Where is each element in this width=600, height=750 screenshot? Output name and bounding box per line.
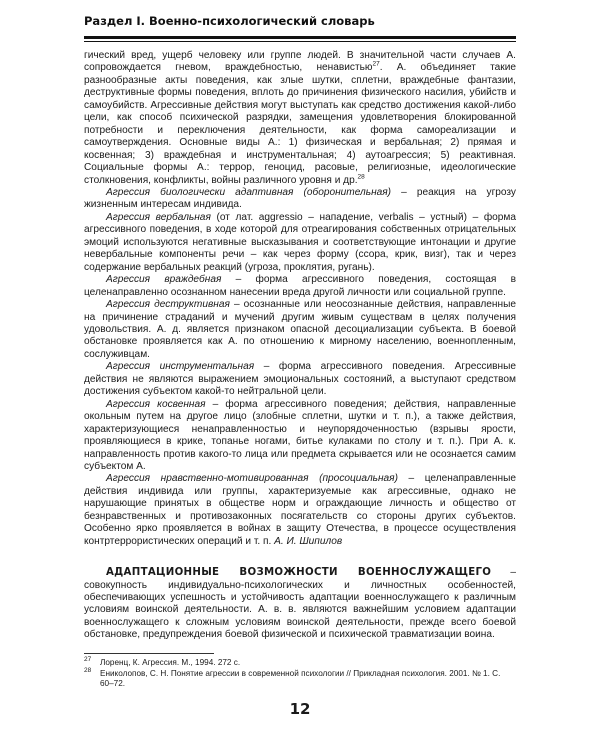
- footnote-ref[interactable]: 27: [372, 61, 380, 69]
- entry-indirect: Агрессия косвенная – форма агрессивного поведения; действия, направленные окольным путем на другое лицо (злобные сплетни, шутки и т. п.), а также действия, характеризующиеся ненаправленностью и неупорядоченностью (взрывы ярости, проявляющиеся в крике, топанье ногами, битье кулаками по столу и т. п.). При А. к. направленность против какого-то лица или предмета скрывается или не осознается самим субъектом А.: [84, 398, 516, 472]
- body-text: [84, 50, 516, 642]
- header-rule-thin: [84, 41, 516, 42]
- entry-term: Агрессия косвенная: [106, 398, 206, 410]
- entry-term: Агрессия вербальная: [106, 211, 211, 223]
- entry-term: Агрессия деструктивная: [106, 299, 230, 311]
- entry-term: Агрессия нравственно-мотивированная (просоциальная): [106, 473, 398, 485]
- entry-headword: АДАПТАЦИОННЫЕ ВОЗМОЖНОСТИ ВОЕННОСЛУЖАЩЕГО: [106, 567, 492, 579]
- entry-author: А. И. Шипилов: [274, 535, 343, 547]
- entry-verbal: Агрессия вербальная (от лат. aggressio – нападение, verbalis – устный) – форма агрессивного поведения, в ходе которой для отреагирования собственных отрицательных эмоций используются негативные высказывания и соответствующие интонации и другие невербальные компоненты речи – как через форму (ссора, крик, визг), так и через содержание вербальных реакций (угроза, проклятия, ругань).: [84, 211, 516, 273]
- entry-term: Агрессия биологически адаптивная (оборонительная): [106, 186, 392, 198]
- footnotes: [84, 658, 516, 690]
- running-header: Раздел I. Военно-психологический словарь: [84, 14, 375, 28]
- footnote-ref[interactable]: 28: [357, 173, 365, 181]
- entry-biological: Агрессия биологически адаптивная (оборонительная) – реакция на угрозу жизненным интересам индивида.: [84, 186, 516, 211]
- page-number: 12: [289, 700, 311, 718]
- entry-destructive: Агрессия деструктивная – осознанные или неосознанные действия, направленные на причинение страданий и мучений другим живым существам в целях получения удовольствия. А. д. является признаком опасной десоциализации субъекта. В боевой обстановке проявляется как А. по отношению к мирному населению, военнопленным, сослуживцам.: [84, 299, 516, 360]
- footnote-item: 28 Ениколопов, С. Н. Понятие агрессии в современной психологии // Прикладная психология. 2001. № 1. С. 60–72.: [84, 666, 501, 689]
- footnote-item: 27 Лоренц, К. Агрессия. М., 1994. 272 с.: [84, 656, 241, 667]
- entry-instrumental: Агрессия инструментальная – форма агрессивного поведения. Агрессивные действия не являются выражением эмоциональных состояний, а выступают средством достижения субъектом какой-то нейтральной цели.: [84, 361, 516, 398]
- footnote-rule: [84, 653, 214, 654]
- entry-term: Агрессия враждебная: [106, 274, 222, 286]
- entry-term: Агрессия инструментальная: [106, 361, 255, 373]
- entry-prosocial: Агрессия нравственно-мотивированная (просоциальная) – целенаправленные действия индивида или группы, характеризуемые как агрессивные, однако не нарушающие принятых в обществе норм и ограждающие личность и общество от безнравственных и противозаконных посягательств со стороны других субъектов. Особенно ярко проявляется в войнах в защиту Отечества, в процессе осуществления контртеррористических операций и т. п. А. И. Шипилов: [84, 473, 516, 547]
- header-rule-thick: [84, 36, 516, 39]
- entry-hostile: Агрессия враждебная – форма агрессивного поведения, состоящая в целенаправленно осознанном нанесении вреда другой личности или социальной группе.: [84, 274, 517, 298]
- entry-adaptation: АДАПТАЦИОННЫЕ ВОЗМОЖНОСТИ ВОЕННОСЛУЖАЩЕГО – совокупность индивидуально-психологических и личностных особенностей, обеспечивающих успешность и устойчивость адаптации военнослужащего к различным условиям воинской деятельности. А. в. в. являются важнейшим условием адаптации военнослужащего к сложным условиям воинской деятельности, прежде всего боевой обстановке, предупреждения боевой физической и психической травматизации воина.: [84, 567, 516, 641]
- paragraph-continuation: гический вред, ущерб человеку или группе людей. В значительной части случаев А. сопровождается гневом, враждебностью, ненавистью$^{27}$. А. объединяет такие разнообразные акты поведения, как злые шутки, сплетни, враждебные фантазии, деструктивные формы поведения, вплоть до причинения физического насилия, убийств и самоубийств. Агрессивные действия могут выступать как средство достижения какой-либо цели, как способ психической разрядки, замещения удовлетворения блокированной потребности и переключения деятельности, как форма самореализации и самоутверждения. Основные виды А.: 1) физическая и вербальная; 2) прямая и косвенная; 3) враждебная и инструментальная; 4) аутоагрессия; 5) реактивная. Социальные формы А.: террор, геноцид, расовые, религиозные, идеологические столкновения, конфликты, войны различного уровня и др.$^{28}$: [84, 50, 516, 186]
